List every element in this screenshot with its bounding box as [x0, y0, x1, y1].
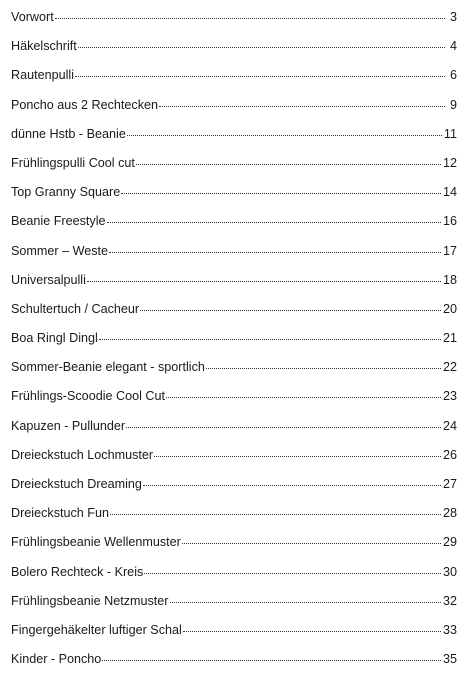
dot-leader	[102, 660, 441, 661]
toc-entry-page[interactable]: 14	[442, 185, 457, 200]
toc-entry[interactable]	[11, 300, 457, 329]
toc-entry[interactable]	[11, 387, 457, 416]
toc-entry-page[interactable]: 30	[442, 564, 457, 579]
toc-entry-page[interactable]: 12	[442, 155, 457, 170]
dot-leader	[55, 18, 445, 19]
dot-leader	[78, 47, 445, 48]
dot-leader	[99, 339, 441, 340]
toc-entry[interactable]	[11, 650, 457, 679]
dot-leader	[126, 427, 441, 428]
dot-leader	[183, 631, 441, 632]
toc-entry-title[interactable]: Poncho aus 2 Rechtecken	[11, 97, 159, 112]
toc-entry-title[interactable]: Schultertuch / Cacheur	[11, 301, 140, 316]
toc-entry[interactable]	[11, 8, 457, 37]
dot-leader	[127, 135, 442, 136]
toc-entry[interactable]	[11, 533, 457, 562]
dot-leader	[170, 602, 441, 603]
toc-entry-title[interactable]: Dreieckstuch Fun	[11, 506, 109, 521]
toc-entry[interactable]	[11, 358, 457, 387]
toc-entry-page[interactable]: 27	[442, 477, 457, 491]
toc-entry[interactable]	[11, 592, 457, 621]
dot-leader	[159, 106, 445, 107]
toc-entry[interactable]	[11, 183, 457, 212]
toc-entry-page[interactable]: 16	[442, 214, 457, 229]
toc-entry[interactable]	[11, 154, 457, 183]
dot-leader	[144, 573, 441, 574]
toc-entry[interactable]	[11, 96, 457, 125]
toc-entry[interactable]	[11, 329, 457, 358]
toc-entry[interactable]	[11, 37, 457, 66]
toc-entry-title[interactable]: Frühlingsbeanie Wellenmuster	[11, 535, 181, 550]
toc-entry[interactable]	[11, 475, 457, 504]
toc-entry[interactable]	[11, 417, 457, 446]
toc-entry-page[interactable]: 32	[442, 593, 457, 608]
toc-entry-title[interactable]: dünne Hstb - Beanie	[11, 126, 126, 141]
toc-entry[interactable]	[11, 212, 457, 241]
toc-entry-title[interactable]: Dreieckstuch Lochmuster	[11, 447, 154, 462]
dot-leader	[75, 76, 445, 77]
toc-entry-title[interactable]: Dreieckstuch Dreaming	[11, 477, 142, 491]
toc-entry-title[interactable]: Frühlingspulli Cool cut	[11, 155, 135, 170]
dot-leader	[136, 164, 441, 165]
toc-entry-title[interactable]: Fingergehäkelter luftiger Schal	[11, 622, 182, 637]
toc-entry-page[interactable]: 4	[449, 39, 457, 54]
toc-entry[interactable]	[11, 125, 457, 154]
dot-leader	[182, 543, 441, 544]
dot-leader	[143, 485, 441, 486]
toc-entry-page[interactable]: 21	[442, 331, 457, 346]
dot-leader	[110, 514, 441, 515]
dot-leader	[206, 368, 441, 369]
dot-leader	[140, 310, 441, 311]
toc-entry-title[interactable]: Rautenpulli	[11, 68, 75, 83]
toc-entry-title[interactable]: Frühlingsbeanie Netzmuster	[11, 593, 169, 608]
dot-leader	[107, 222, 441, 223]
dot-leader	[154, 456, 441, 457]
toc-entry-page[interactable]: 9	[449, 97, 457, 112]
toc-entry[interactable]	[11, 66, 457, 95]
toc-entry[interactable]	[11, 446, 457, 475]
toc-entry-page[interactable]: 26	[442, 447, 457, 462]
toc-entry-page[interactable]: 35	[442, 652, 457, 667]
toc-entry-title[interactable]: Universalpulli	[11, 272, 86, 287]
toc-entry-title[interactable]: Beanie Freestyle	[11, 214, 106, 229]
toc-entry-page[interactable]: 29	[442, 535, 457, 550]
toc-entry[interactable]	[11, 504, 457, 533]
toc-entry[interactable]	[11, 563, 457, 592]
toc-entry-page[interactable]: 33	[442, 622, 457, 637]
toc-entry[interactable]	[11, 621, 457, 650]
toc-entry-title[interactable]: Kinder - Poncho	[11, 652, 102, 667]
toc-entry-page[interactable]: 20	[442, 301, 457, 316]
toc-entry-title[interactable]: Boa Ringl Dingl	[11, 331, 98, 346]
toc-entry-title[interactable]: Sommer-Beanie elegant - sportlich	[11, 360, 205, 375]
dot-leader	[121, 193, 441, 194]
toc-entry-page[interactable]: 6	[449, 68, 457, 83]
dot-leader	[166, 397, 441, 398]
toc-entry-title[interactable]: Vorwort	[11, 10, 54, 24]
dot-leader	[109, 252, 441, 253]
toc-entry-page[interactable]: 28	[442, 506, 457, 521]
toc-entry-title[interactable]: Häkelschrift	[11, 39, 77, 54]
toc-entry-title[interactable]: Top Granny Square	[11, 185, 121, 200]
toc-entry-page[interactable]: 17	[442, 243, 457, 258]
toc-entry[interactable]	[11, 271, 457, 300]
toc-entry-page[interactable]: 11	[443, 126, 457, 141]
table-of-contents	[11, 8, 457, 679]
toc-entry-page[interactable]: 3	[449, 10, 457, 24]
toc-entry-page[interactable]: 22	[442, 360, 457, 375]
toc-entry-title[interactable]: Sommer – Weste	[11, 243, 109, 258]
toc-entry-page[interactable]: 24	[442, 418, 457, 433]
toc-entry[interactable]	[11, 242, 457, 271]
toc-entry-title[interactable]: Bolero Rechteck - Kreis	[11, 564, 144, 579]
toc-entry-page[interactable]: 18	[442, 272, 457, 287]
toc-entry-page[interactable]: 23	[442, 389, 457, 404]
toc-entry-title[interactable]: Kapuzen - Pullunder	[11, 418, 126, 433]
dot-leader	[87, 281, 441, 282]
toc-entry-title[interactable]: Frühlings-Scoodie Cool Cut	[11, 389, 165, 404]
